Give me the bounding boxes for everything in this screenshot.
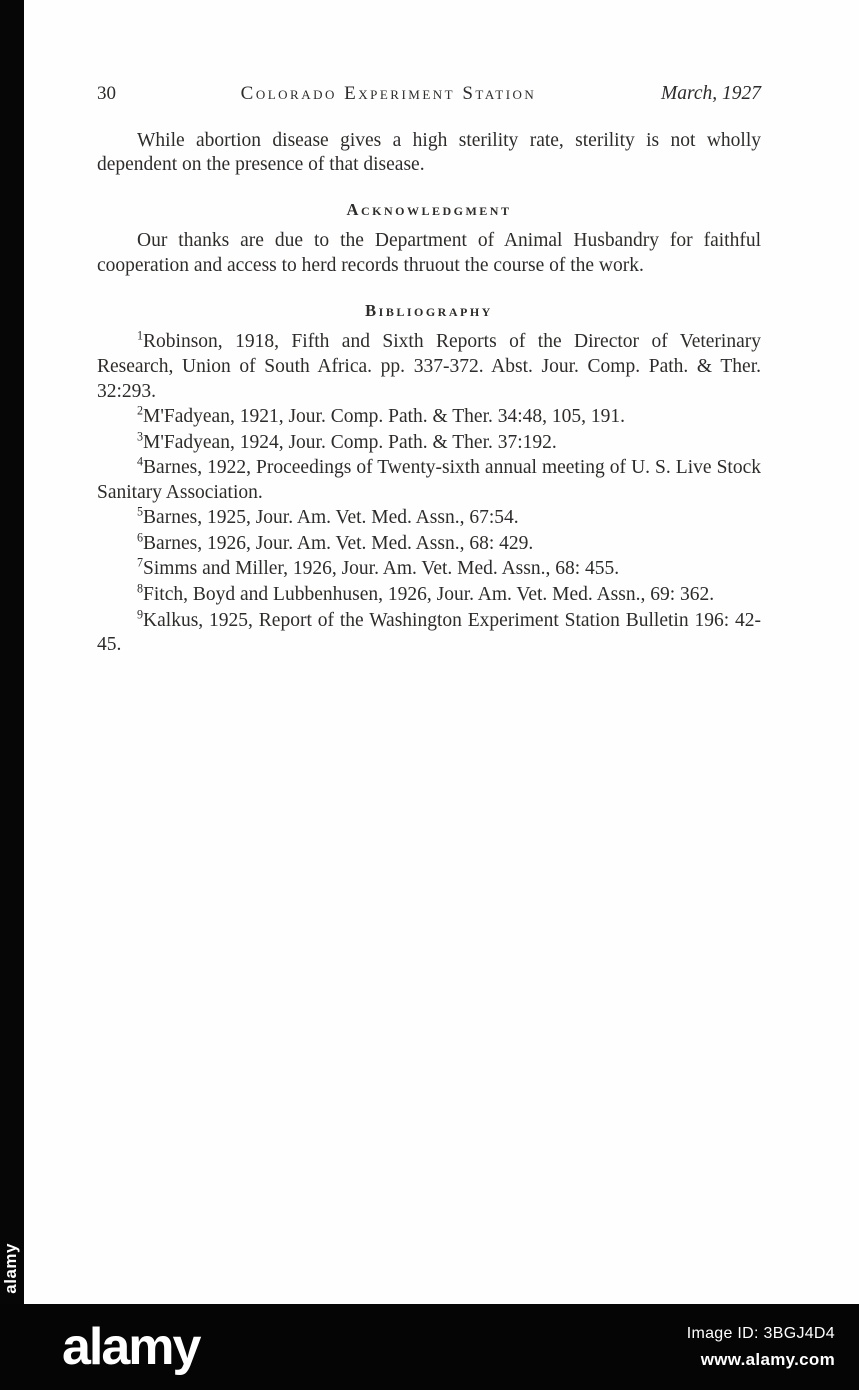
entry-text: M'Fadyean, 1924, Jour. Comp. Path. & Ther. 37:192.: [143, 431, 557, 453]
entry-text: Simms and Miller, 1926, Jour. Am. Vet. Med. Assn., 68: 455.: [143, 558, 620, 580]
acknowledgment-heading: Acknowledgment: [346, 199, 512, 219]
bibliography-entry: [97, 532, 761, 557]
page-number: 30: [97, 83, 116, 104]
entry-text: Barnes, 1925, Jour. Am. Vet. Med. Assn., 67:54.: [143, 507, 519, 529]
watermark-url: www.alamy.com: [700, 1349, 835, 1369]
entry-text: Kalkus, 1925, Report of the Washington Experiment Station Bulletin 196: 42-45.: [97, 609, 761, 656]
entry-superscript: 3: [137, 429, 144, 444]
bibliography-entry: [97, 609, 761, 658]
entry-text: Fitch, Boyd and Lubbenhusen, 1926, Jour. Am. Vet. Med. Assn., 69: 362.: [143, 584, 715, 605]
entry-superscript: 4: [137, 454, 144, 469]
entry-superscript: 9: [137, 607, 144, 622]
entry-text: Robinson, 1918, Fifth and Sixth Reports of the Director of Veterinary Research, Union of South Africa. pp. 337-372. Abst. Jour. Comp. Path. & Ther. 32:293.: [97, 331, 761, 402]
issue-date: March, 1927: [660, 83, 761, 104]
watermark-footer-bar: [0, 1304, 859, 1390]
entry-text: M'Fadyean, 1921, Jour. Comp. Path. & Ther. 34:48, 105, 191.: [143, 406, 626, 428]
intro-paragraph: While abortion disease gives a high sterility rate, sterility is not wholly dependent on the presence of that disease.: [97, 129, 761, 176]
entry-superscript: 6: [137, 530, 144, 545]
bibliography-entry: [97, 405, 761, 430]
watermark-side-strip: [0, 0, 24, 1390]
watermark-side-brand: alamy: [1, 1243, 20, 1294]
bibliography-entry: [97, 330, 761, 404]
watermark-meta: [687, 1325, 835, 1370]
bibliography-entry: [97, 431, 761, 456]
bibliography-heading: Bibliography: [365, 300, 493, 320]
bibliography-entry: [97, 583, 761, 608]
alamy-logo: alamy: [62, 1318, 200, 1376]
image-id-text: Image ID: 3BGJ4D4: [686, 1324, 835, 1342]
entry-superscript: 8: [137, 581, 144, 596]
entry-superscript: 5: [137, 504, 144, 519]
bibliography-entry: [97, 506, 761, 531]
entry-superscript: 7: [137, 555, 144, 570]
bibliography-entry: [97, 456, 761, 505]
journal-title: Colorado Experiment Station: [240, 83, 537, 104]
page-header: [97, 82, 761, 107]
bibliography-entry: [97, 557, 761, 582]
entry-text: Barnes, 1922, Proceedings of Twenty-sixth annual meeting of U. S. Live Stock Sanitary Association.: [97, 457, 761, 503]
entry-superscript: 2: [137, 403, 144, 418]
entry-text: Barnes, 1926, Jour. Am. Vet. Med. Assn., 68: 429.: [143, 532, 534, 554]
acknowledgment-paragraph: Our thanks are due to the Department of Animal Husbandry for faithful cooperation and access to herd records thruout the course of the work.: [97, 230, 761, 277]
entry-superscript: 1: [137, 328, 144, 343]
page-content: [97, 82, 761, 659]
